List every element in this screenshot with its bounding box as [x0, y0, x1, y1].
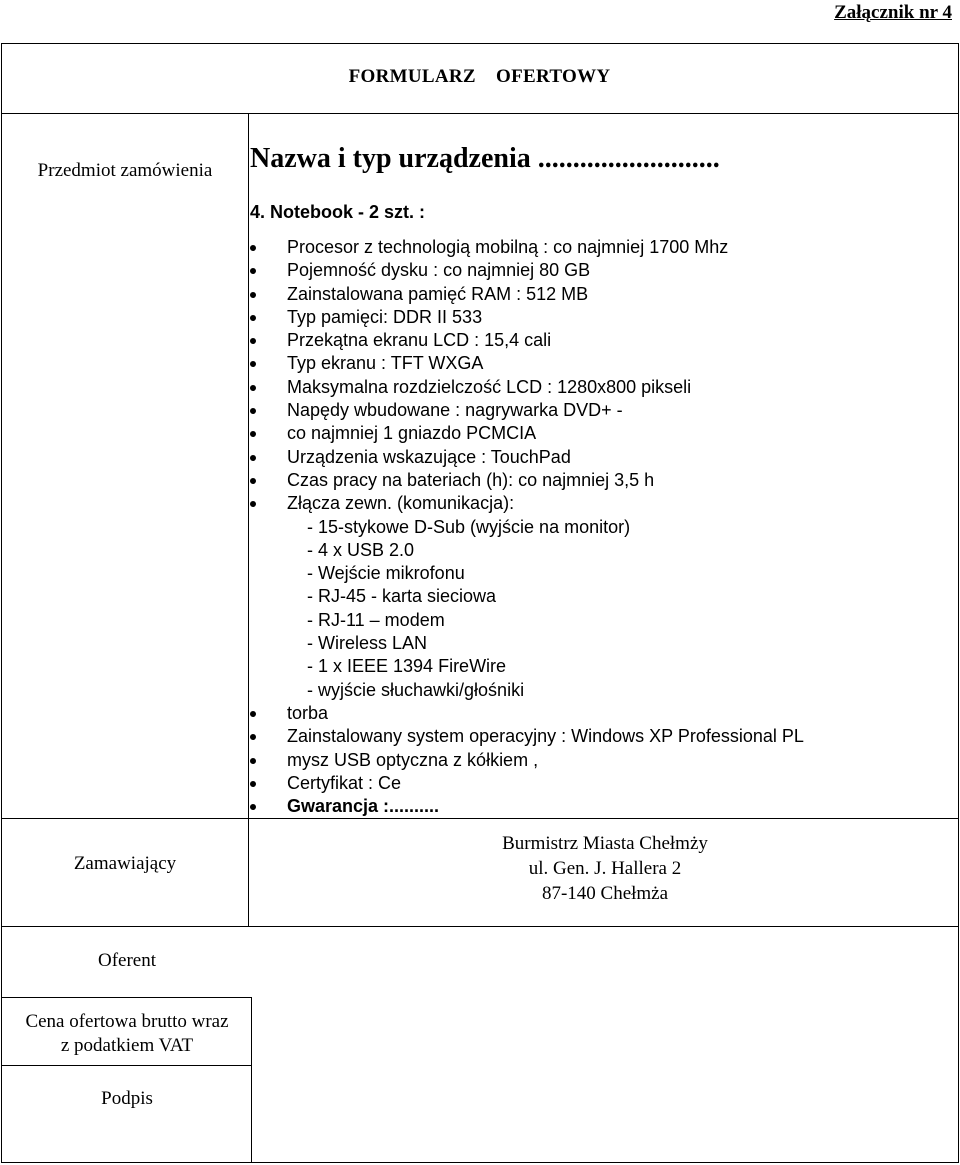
spec-text: Przekątna ekranu LCD : 15,4 cali [287, 330, 552, 351]
spec-item [250, 236, 804, 259]
price-label [2, 1010, 252, 1058]
bullet-icon [250, 408, 256, 414]
bullet-icon [250, 385, 256, 391]
spec-item [250, 422, 804, 445]
ordering-address [250, 831, 960, 906]
bullet-icon [250, 758, 256, 764]
spec-text: Czas pracy na bateriach (h): co najmniej 3,5 h [287, 469, 655, 490]
spec-item [250, 749, 804, 772]
form-title [2, 66, 957, 88]
bidder-label: Oferent [97, 950, 157, 971]
bullet-icon [250, 245, 256, 251]
table-border-left [1, 43, 2, 1163]
spec-text: Procesor z technologią mobilną : co najmniej 1700 Mhz [287, 237, 729, 257]
spec-text: - 1 x IEEE 1394 FireWire [307, 656, 507, 677]
table-border-bottom [1, 1162, 959, 1163]
notebook-heading: 4. Notebook - 2 szt. : [250, 202, 426, 222]
table-border-right [958, 43, 959, 1163]
annex-label: Załącznik nr 4 [834, 2, 952, 23]
bullet-icon [250, 431, 256, 437]
bullet-icon [250, 315, 256, 321]
spec-text: - 15-stykowe D-Sub (wyjście na monitor) [307, 516, 631, 537]
spec-text: Zainstalowana pamięć RAM : 512 MB [287, 283, 589, 304]
spec-text: - 4 x USB 2.0 [307, 539, 415, 560]
spec-text: - RJ-45 - karta sieciowa [307, 586, 497, 607]
bullet-icon [250, 781, 256, 787]
ordering-line-3: 87-140 Chełmża [541, 883, 669, 904]
bullet-icon [250, 734, 256, 740]
spec-item [250, 562, 804, 585]
bullet-icon [250, 711, 256, 717]
spec-text: Pojemność dysku : co najmniej 80 GB [287, 260, 591, 281]
price-label-line-1: Cena ofertowa brutto wraz [25, 1011, 229, 1032]
spec-item [250, 702, 804, 725]
device-heading: Nazwa i typ urządzenia .......................... [250, 143, 720, 174]
spec-text: Maksymalna rozdzielczość LCD : 1280x800 pikseli [287, 376, 692, 397]
row-divider-bidder [1, 997, 251, 998]
spec-text: Certyfikat : Ce [287, 772, 402, 793]
spec-text: - RJ-11 – modem [307, 609, 445, 630]
spec-text: - wyjście słuchawki/głośniki [307, 679, 525, 700]
spec-text: Urządzenia wskazujące : TouchPad [287, 446, 571, 467]
bullet-icon [250, 501, 256, 507]
bullet-icon [250, 361, 256, 367]
ordering-label: Zamawiający [73, 853, 177, 874]
spec-item [250, 352, 804, 375]
spec-item [250, 306, 804, 329]
ordering-line-1: Burmistrz Miasta Chełmży [502, 833, 708, 854]
spec-item [250, 516, 804, 539]
bullet-icon [250, 455, 256, 461]
spec-list [250, 236, 804, 818]
spec-item [250, 283, 804, 306]
spec-text: Zainstalowany system operacyjny : Windows XP Professional PL [287, 726, 804, 747]
spec-text: Gwarancja :.......... [287, 796, 440, 817]
spec-item [250, 376, 804, 399]
bullet-icon [250, 478, 256, 484]
bullet-icon [250, 268, 256, 274]
spec-item [250, 469, 804, 492]
spec-text: - Wejście mikrofonu [307, 563, 465, 584]
ordering-line-2: ul. Gen. J. Hallera 2 [528, 858, 682, 879]
spec-text: co najmniej 1 gniazdo PCMCIA [287, 423, 537, 444]
spec-item [250, 655, 804, 678]
column-divider-upper [248, 113, 249, 926]
spec-item [250, 259, 804, 282]
spec-text: Typ ekranu : TFT WXGA [287, 353, 484, 374]
spec-item [250, 679, 804, 702]
spec-item [250, 632, 804, 655]
spec-text: - Wireless LAN [307, 633, 428, 654]
spec-item [250, 585, 804, 608]
spec-item [250, 329, 804, 352]
spec-text: torba [287, 702, 329, 723]
subject-label: Przedmiot zamówienia [37, 160, 213, 181]
signature-label: Podpis [101, 1088, 153, 1109]
spec-item [250, 725, 804, 748]
spec-text: mysz USB optyczna z kółkiem , [287, 749, 539, 770]
spec-item [250, 446, 804, 469]
spec-item [250, 609, 804, 632]
form-title-part2: OFERTOWY [496, 66, 611, 87]
spec-text: Typ pamięci: DDR II 533 [287, 306, 483, 327]
table-border-top [1, 43, 959, 44]
row-divider-ordering [1, 926, 959, 927]
spec-item [250, 772, 804, 795]
price-label-line-2: z podatkiem VAT [60, 1035, 194, 1056]
spec-item [250, 795, 804, 818]
spec-item [250, 399, 804, 422]
bullet-icon [250, 338, 256, 344]
form-title-part1: FORMULARZ [348, 66, 476, 87]
spec-text: Złącza zewn. (komunikacja): [287, 493, 515, 514]
row-divider-title [1, 113, 959, 114]
spec-text: Napędy wbudowane : nagrywarka DVD+ - [287, 400, 623, 421]
spec-item [250, 492, 804, 515]
spec-item [250, 539, 804, 562]
row-divider-price [1, 1065, 251, 1066]
bullet-icon [250, 804, 256, 810]
bullet-icon [250, 292, 256, 298]
